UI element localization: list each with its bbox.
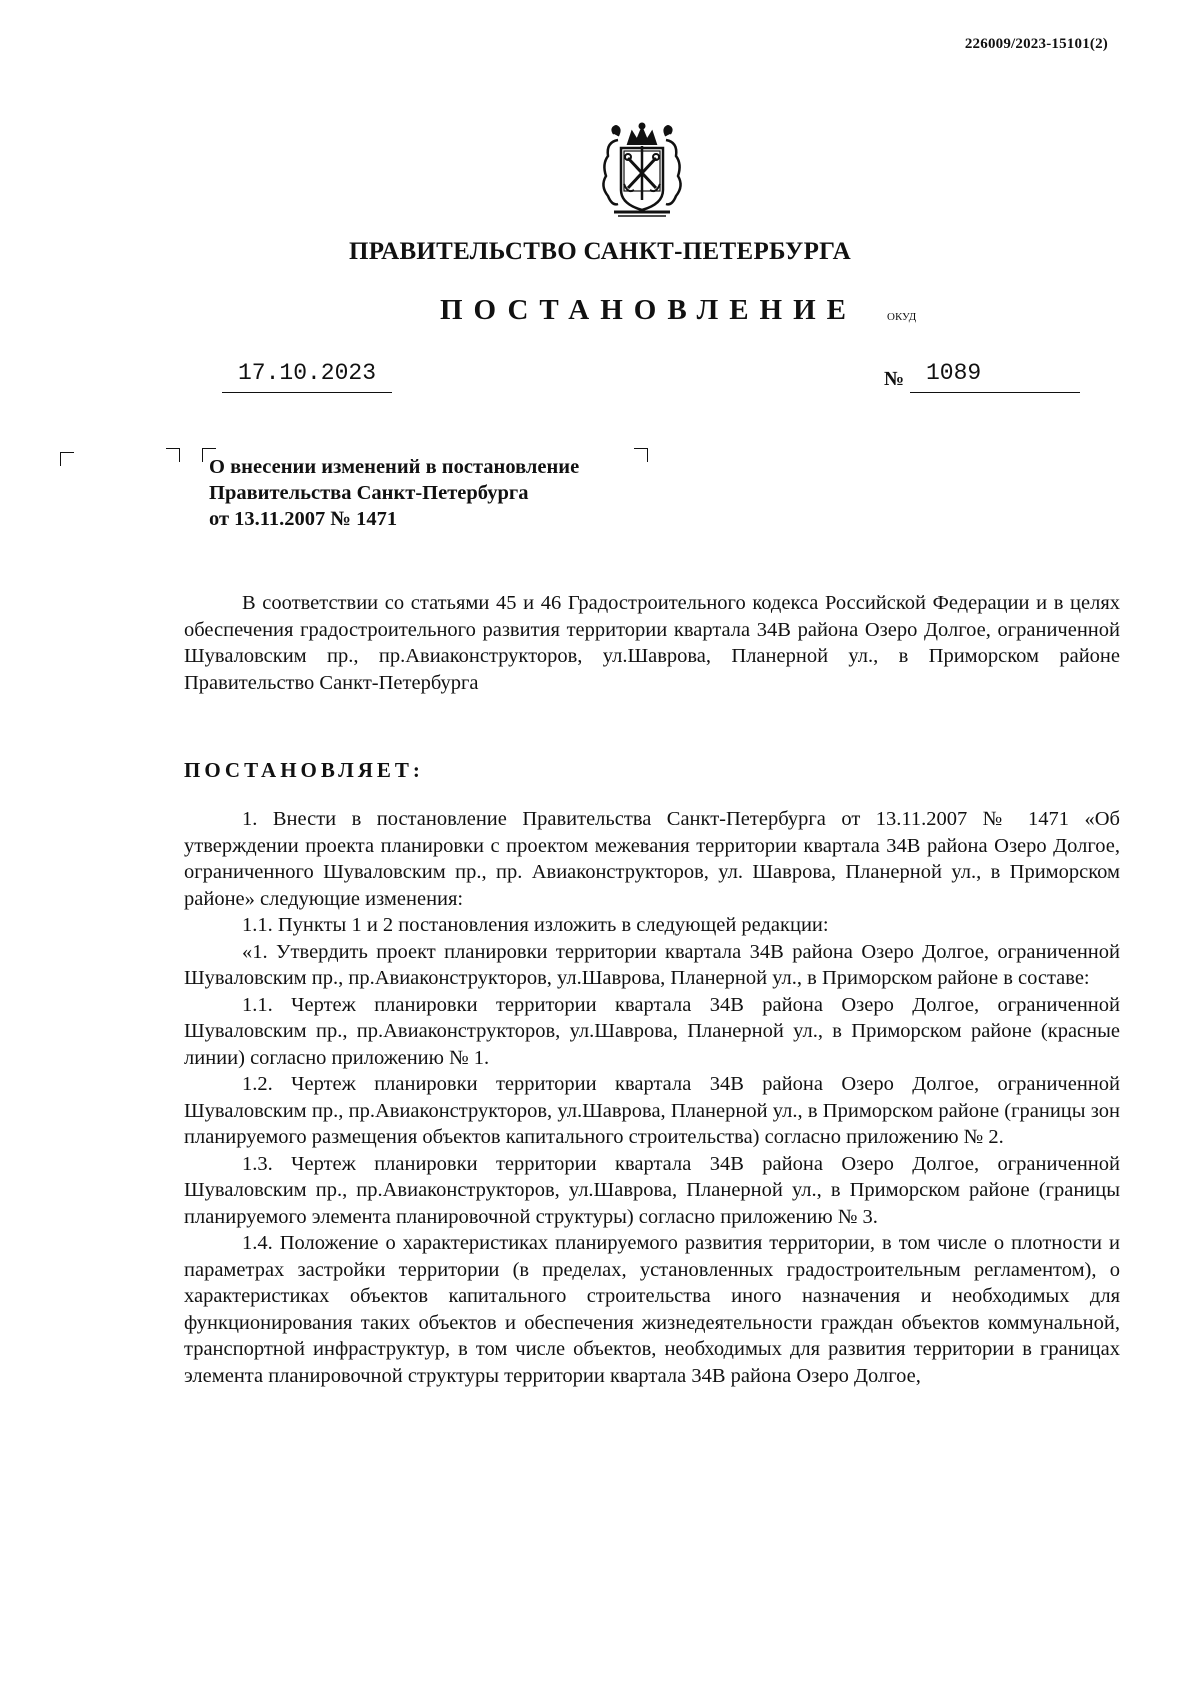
corner-mark	[166, 448, 180, 462]
number-sign: №	[884, 368, 905, 390]
paragraph: 1.4. Положение о характеристиках планируемого развития территории, в том числе о плотности и параметрах застройки территории (в пределах, установленных градостроительным регламентом), о характеристиках объектов капитального строительства иного назначения и необходимых для функционирования таких объектов и обеспечения жизнедеятельности граждан объектов коммунальной, транспортной инфраструктур, в том числе объектов, необходимых для развития территории в границах элемента планировочной структуры территории квартала 34В района Озеро Долгое,	[184, 1232, 1120, 1387]
decree-subject	[209, 454, 579, 532]
okud-label: ОКУД	[887, 311, 917, 323]
paragraph: 1. Внести в постановление Правительства Санкт-Петербурга от 13.11.2007 № 1471 «Об утверждении проекта планировки с проектом межевания территории квартала 34В района Озеро Долгое, ограниченного Шуваловским пр., пр. Авиаконструкторов, ул. Шаврова, Планерной ул., в Приморском районе» следующие изменения:	[184, 808, 1120, 910]
preamble-paragraph: В соответствии со статьями 45 и 46 Градостроительного кодекса Российской Федерации и в целях обеспечения градостроительного развития территории квартала 34В района Озеро Долгое, ограниченной Шуваловским пр., пр.Авиаконструкторов, ул.Шаврова, Планерной ул., в Приморском районе Правительство Санкт-Петербурга	[184, 592, 1120, 694]
paragraph: 1.1. Пункты 1 и 2 постановления изложить в следующей редакции:	[242, 914, 829, 936]
government-title: ПРАВИТЕЛЬСТВО САНКТ-ПЕТЕРБУРГА	[348, 238, 852, 265]
corner-mark	[634, 448, 648, 462]
date-underline	[222, 392, 392, 393]
corner-mark	[60, 452, 74, 466]
paragraph: 1.1. Чертеж планировки территории квартала 34В района Озеро Долгое, ограниченной Шуваловским пр., пр.Авиаконструкторов, ул.Шаврова, Планерной ул., в Приморском районе (красные линии) согласно приложению № 1.	[184, 993, 1120, 1069]
paragraph: «1. Утвердить проект планировки территории квартала 34В района Озеро Долгое, ограниченной Шуваловским пр., пр.Авиаконструкторов, ул.Шаврова, Планерной ул., в Приморском районе в составе:	[184, 940, 1120, 989]
document-type-title: ПОСТАНОВЛЕНИЕ	[440, 294, 858, 326]
decree-date: 17.10.2023	[237, 360, 377, 386]
paragraph: 1.3. Чертеж планировки территории квартала 34В района Озеро Долгое, ограниченной Шуваловским пр., пр.Авиаконструкторов, ул.Шаврова, Планерной ул., в Приморском районе (границы планируемого элемента планировочной структуры) согласно приложению № 3.	[184, 1152, 1120, 1228]
number-underline	[910, 392, 1080, 393]
preamble	[184, 590, 1120, 696]
resolves-heading: ПОСТАНОВЛЯЕТ:	[184, 758, 424, 782]
decree-number: 1089	[926, 360, 982, 386]
paragraph: 1.2. Чертеж планировки территории квартала 34В района Озеро Долгое, ограниченной Шуваловским пр., пр.Авиаконструкторов, ул.Шаврова, Планерной ул., в Приморском районе (границы зон планируемого размещения объектов капитального строительства) согласно приложению № 2.	[184, 1073, 1120, 1148]
subject-line: Правительства Санкт-Петербурга	[209, 482, 529, 504]
subject-line: от 13.11.2007 № 1471	[209, 508, 398, 530]
registration-number: 226009/2023-15101(2)	[964, 36, 1108, 52]
decree-body	[184, 806, 1120, 1389]
subject-line: О внесении изменений в постановление	[209, 456, 580, 478]
st-petersburg-coat-of-arms-icon	[588, 120, 696, 220]
